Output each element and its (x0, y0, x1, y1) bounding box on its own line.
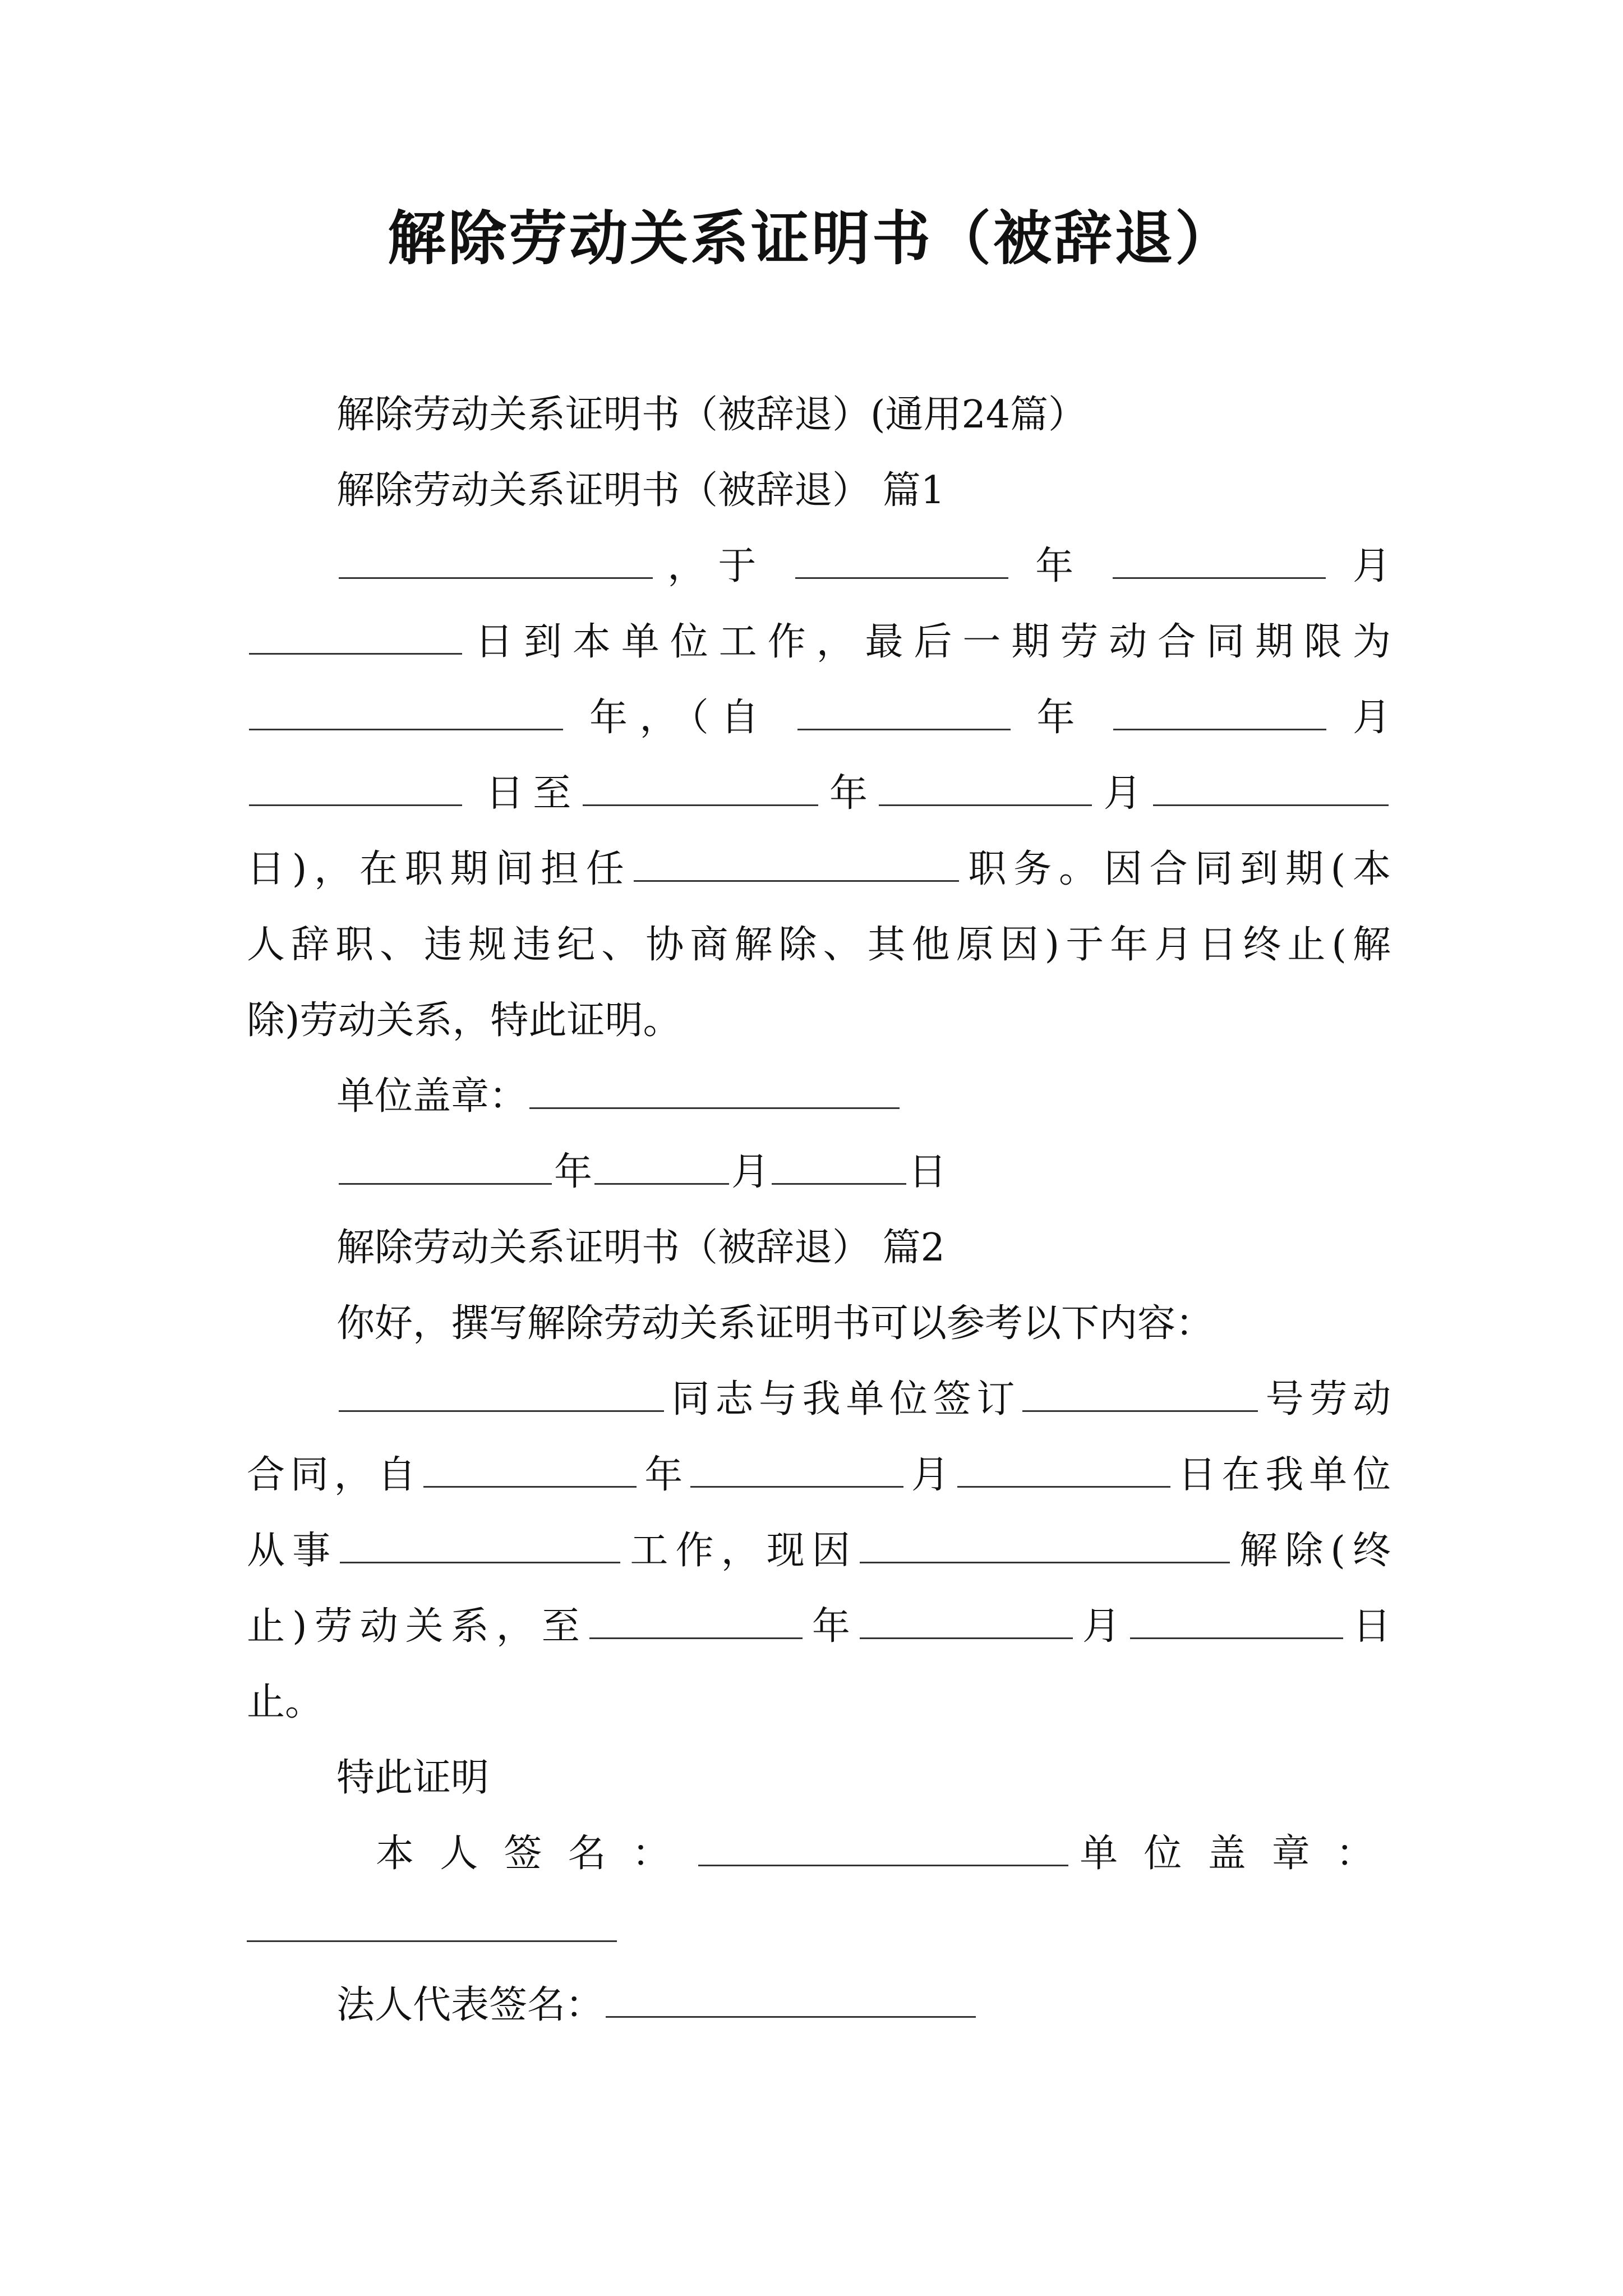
p2-line-5: 止。 (247, 1680, 324, 1724)
text-fragment: 年 (804, 1604, 857, 1649)
text-fragment: 月 (1094, 771, 1151, 816)
text-fragment: 年 (820, 771, 877, 816)
blank-field (1022, 1378, 1258, 1412)
text-fragment: 单位盖章： (1071, 1832, 1391, 1876)
blank-field (860, 1529, 1230, 1563)
text-fragment: 从事 (247, 1529, 338, 1573)
text-fragment: 同志与我单位签订 (666, 1377, 1020, 1421)
text-fragment: 本人签名： (376, 1832, 696, 1876)
text-fragment: 日到本单位工作，最后一期劳动合同期限为 (464, 620, 1391, 664)
text-fragment: ，于 (655, 544, 769, 588)
text-fragment: 年 (1035, 544, 1086, 588)
p2-line-2 (247, 1447, 1391, 1503)
p1-line-7: 除)劳动关系，特此证明。 (247, 999, 681, 1043)
blank-field (589, 1605, 803, 1639)
text-fragment: 法人代表签名： (336, 1983, 604, 2027)
blank-field (797, 696, 1011, 730)
blank-field (340, 1529, 620, 1563)
blank-field (249, 620, 462, 655)
text-fragment: 年，（自 (589, 696, 771, 740)
blank-field (634, 848, 959, 882)
p2-line-1 (336, 1372, 1391, 1428)
text-fragment: 日在我单位 (1172, 1453, 1391, 1497)
text-fragment: 年 (1036, 696, 1087, 740)
text-fragment: 月 (906, 1453, 955, 1497)
blank-field (957, 1453, 1170, 1488)
p2-line-3 (247, 1523, 1391, 1579)
p1-line-1 (336, 539, 1391, 595)
text-fragment: 日)，在职期间担任 (247, 847, 631, 891)
blank-field (339, 545, 653, 579)
text-fragment: 工作，现因 (623, 1529, 857, 1573)
section-heading-1: 解除劳动关系证明书（被辞退） 篇1 (336, 468, 945, 513)
blank-field (698, 1832, 1068, 1866)
text-fragment: 单位盖章： (336, 1074, 528, 1119)
blank-field (879, 772, 1092, 806)
blank-field (529, 1075, 900, 1109)
text-fragment: 职务。因合同到期(本 (961, 847, 1391, 891)
p1-date-line (336, 1144, 1391, 1200)
blank-field (339, 1151, 552, 1185)
p2-seal-blank-line (247, 1902, 1391, 1958)
blank-field (690, 1453, 903, 1488)
blank-field (795, 545, 1008, 579)
p1-line-3 (247, 690, 1391, 746)
blank-field (1113, 696, 1326, 730)
subtitle: 解除劳动关系证明书（被辞退）(通用24篇） (336, 393, 1087, 437)
text-fragment: 日至 (485, 771, 580, 816)
blank-field (772, 1151, 906, 1185)
text-fragment: 月 (731, 1150, 770, 1194)
text-fragment: 日 (909, 1150, 947, 1194)
text-fragment: 年 (639, 1453, 689, 1497)
p1-line-5 (247, 841, 1391, 898)
blank-field (1130, 1605, 1343, 1639)
p2-certify: 特此证明 (336, 1756, 490, 1800)
p1-line-6: 人辞职、违规违纪、协商解除、其他原因)于年月日终止(解 (247, 923, 1391, 967)
text-fragment: 日 (1345, 1604, 1391, 1649)
text-fragment: 月 (1075, 1604, 1128, 1649)
p2-line-4 (247, 1599, 1391, 1655)
section-heading-2: 解除劳动关系证明书（被辞退） 篇2 (336, 1226, 945, 1270)
p2-intro: 你好，撰写解除劳动关系证明书可以参考以下内容： (336, 1301, 1214, 1346)
text-fragment: 年 (554, 1150, 593, 1194)
text-fragment: 月 (1352, 696, 1391, 740)
text-fragment: 合同，自 (247, 1453, 422, 1497)
p2-signature-line (376, 1826, 1391, 1882)
blank-field (1113, 545, 1326, 579)
blank-field (249, 772, 462, 806)
blank-field (423, 1453, 637, 1488)
p1-line-2 (247, 614, 1391, 670)
blank-field (249, 696, 563, 730)
p1-seal-line (336, 1069, 1391, 1125)
text-fragment: 止)劳动关系，至 (247, 1604, 587, 1649)
blank-field (1153, 772, 1389, 806)
text-fragment: 月 (1352, 544, 1391, 588)
blank-field (247, 1908, 617, 1942)
document-title: 解除劳动关系证明书（被辞退） (387, 204, 1235, 273)
text-fragment: 号劳动 (1260, 1377, 1391, 1421)
blank-field (583, 772, 818, 806)
blank-field (339, 1378, 664, 1412)
p2-legal-line (336, 1977, 1391, 2033)
blank-field (606, 1984, 976, 2018)
text-fragment: 解除(终 (1232, 1529, 1391, 1573)
blank-field (860, 1605, 1073, 1639)
blank-field (594, 1151, 729, 1185)
p1-line-4 (247, 766, 1391, 822)
